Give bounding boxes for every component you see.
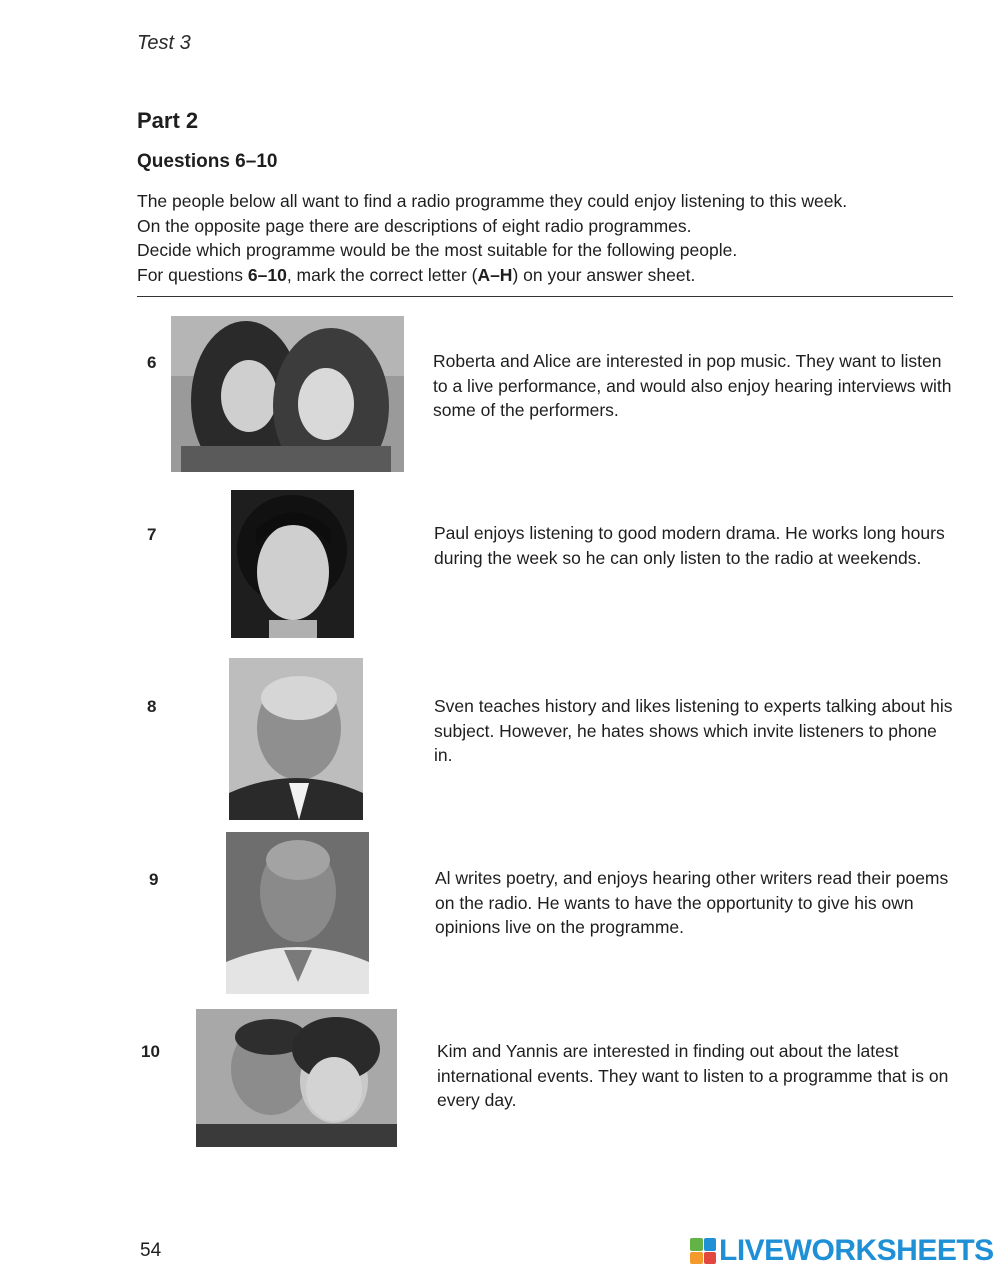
instruction-line: The people below all want to find a radio programme they could enjoy listening to this week. — [137, 191, 848, 211]
photo-al — [226, 832, 369, 994]
logo-mark-icon — [690, 1238, 716, 1264]
question-text: Sven teaches history and likes listening to experts talking about his subject. However, he hates shows which invite listeners to phone in. — [434, 696, 953, 766]
photo-paul — [231, 490, 354, 638]
photo-sven — [229, 658, 363, 820]
question-text: Al writes poetry, and enjoys hearing other writers read their poems on the radio. He wants to have the opportunity to give his own opinions live on the programme. — [435, 868, 949, 938]
question-number: 6 — [147, 353, 157, 372]
instructions — [137, 189, 937, 287]
question-text: Kim and Yannis are interested in finding out about the latest international events. They want to listen to a programme that is on every day. — [437, 1041, 949, 1111]
question-number: 9 — [149, 870, 159, 889]
question-number: 8 — [147, 697, 157, 716]
page-number: 54 — [140, 1240, 162, 1261]
liveworksheets-logo[interactable] — [690, 1235, 994, 1267]
part-title: Part 2 — [137, 108, 199, 133]
instruction-line: Decide which programme would be the most suitable for the following people. — [137, 240, 738, 260]
logo-text: LIVEWORKSHEETS — [719, 1234, 994, 1267]
question-number: 7 — [147, 525, 157, 544]
instruction-line: On the opposite page there are descriptions of eight radio programmes. — [137, 215, 692, 236]
questions-heading: Questions 6–10 — [137, 151, 278, 172]
divider — [137, 296, 953, 297]
question-text: Paul enjoys listening to good modern drama. He works long hours during the week so he can only listen to the radio at weekends. — [434, 523, 945, 568]
instruction-line: For questions 6–10, mark the correct letter (A–H) on your answer sheet. — [137, 264, 696, 285]
photo-roberta-alice — [171, 316, 404, 472]
question-number: 10 — [141, 1042, 160, 1061]
photo-kim-yannis — [196, 1009, 397, 1147]
question-text: Roberta and Alice are interested in pop music. They want to listen to a live performance, and would also enjoy hearing interviews with some of the performers. — [433, 351, 952, 421]
running-header: Test 3 — [137, 32, 191, 54]
